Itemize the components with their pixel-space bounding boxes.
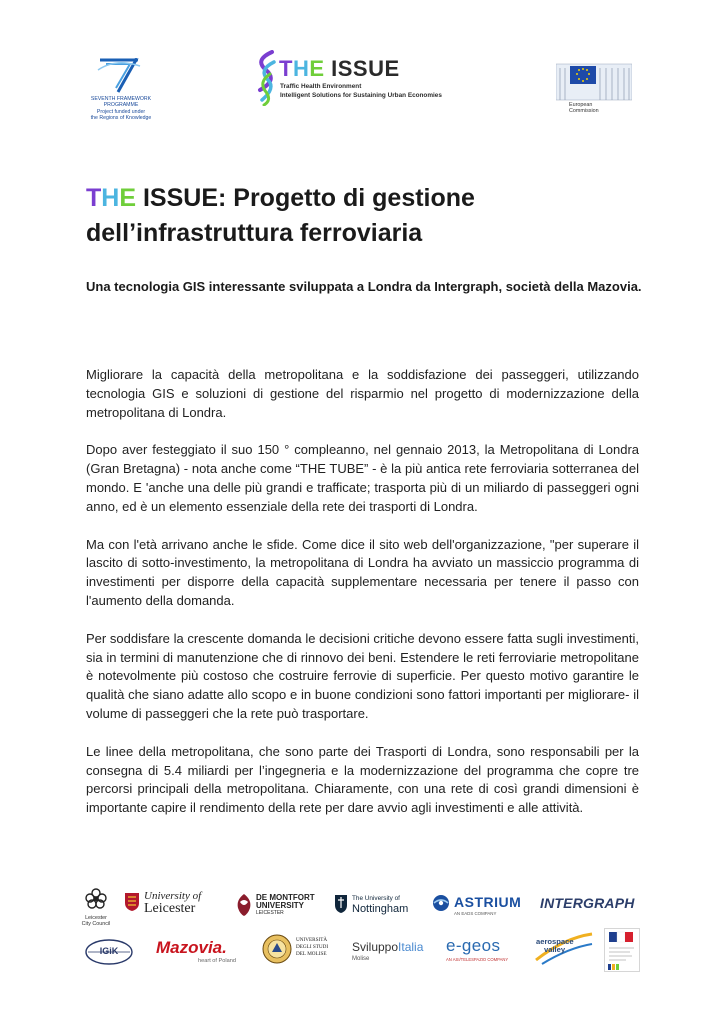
universita-molise-logo bbox=[262, 934, 342, 968]
aerospace-line-2: valley bbox=[544, 945, 566, 954]
sviluppo-sub: Molise bbox=[352, 956, 370, 962]
european-commission-icon bbox=[556, 60, 632, 104]
molise-seal-icon bbox=[262, 934, 292, 964]
igik-name: IGiK bbox=[99, 946, 119, 956]
uni-leicester-line-1: University of bbox=[144, 890, 202, 902]
issue-swirl-icon bbox=[252, 50, 278, 106]
leicester-city-line-1: Leicester bbox=[85, 915, 107, 921]
issue-logo-t: T bbox=[279, 56, 293, 81]
e-geos-logo bbox=[446, 936, 526, 968]
astrium-icon bbox=[432, 894, 450, 912]
astrium-tag: AN EADS COMPANY bbox=[454, 911, 497, 916]
issue-logo-e: E bbox=[309, 56, 325, 81]
issue-logo-name bbox=[279, 56, 400, 82]
paragraph-1: Migliorare la capacità della metropolitana e la soddisfazione dei passeggeri, utilizzando tecnologia GIS e soluzioni di gestione del risparmio nel progetto di modernizzazione della metropolitana di Londra. bbox=[86, 367, 639, 420]
issue-tagline-1: Traffic Health Environment bbox=[280, 83, 362, 90]
fp7-line-4: the Regions of Knowledge bbox=[90, 115, 152, 122]
leicester-city-logo bbox=[76, 886, 116, 926]
de-montfort-logo bbox=[234, 892, 314, 922]
mazovia-tag: heart of Poland bbox=[198, 958, 236, 964]
leicester-city-line-2: City Council bbox=[81, 921, 111, 928]
sviluppo-name-b: Italia bbox=[398, 940, 424, 954]
fp7-line-2: PROGRAMME bbox=[103, 102, 139, 109]
de-montfort-icon bbox=[234, 892, 254, 918]
aerospace-valley-logo bbox=[534, 932, 594, 966]
article-body bbox=[86, 366, 639, 837]
partner-logos bbox=[0, 880, 725, 990]
mazovia-logo bbox=[156, 938, 246, 972]
the-issue-logo bbox=[252, 50, 452, 110]
fp7-line-1: SEVENTH FRAMEWORK bbox=[90, 96, 152, 102]
de-montfort-line-2: UNIVERSITY bbox=[256, 901, 305, 910]
sviluppo-name-a: Sviluppo bbox=[352, 940, 399, 954]
subtitle: Una tecnologia GIS interessante sviluppata a Londra da Intergraph, società della Mazovia. bbox=[86, 279, 642, 294]
university-of-leicester-logo bbox=[124, 890, 224, 918]
de-montfort-line-1: DE MONTFORT bbox=[256, 893, 315, 902]
paragraph-2: Dopo aver festeggiato il suo 150 ° compleanno, nel gennaio 2013, la Metropolitana di Londra (Gran Bretagna) - nota anche come “THE TUBE” - è la più antica rete ferroviaria sotterranea del mondo. E 'anche una delle più grandi e trafficate; trasporta più di un miliardo di passeggeri ogni anno, ed è un elemento essenziale della rete dei trasporti di Londra. bbox=[86, 442, 639, 514]
leicester-city-icon bbox=[76, 886, 116, 910]
egeos-tag: AN ASI/TELESPAZIO COMPANY bbox=[446, 957, 509, 962]
title-h: H bbox=[101, 184, 120, 212]
leicester-crest-icon bbox=[124, 892, 140, 912]
de-montfort-line-3: LEICESTER bbox=[256, 910, 284, 916]
fp7-seven-icon bbox=[96, 54, 144, 94]
french-republic-icon bbox=[604, 928, 640, 972]
title-e: E bbox=[119, 184, 137, 212]
ec-line-2: Commission bbox=[569, 108, 599, 115]
title-line-1-rest: ISSUE: Progetto di gestione bbox=[136, 184, 475, 212]
header-logos bbox=[0, 40, 725, 130]
page-title bbox=[86, 181, 646, 251]
nottingham-line-2: Nottingham bbox=[352, 903, 409, 915]
mazovia-name: Mazovia. bbox=[156, 938, 227, 957]
sviluppo-italia-logo bbox=[352, 940, 442, 968]
uni-leicester-line-2: Leicester bbox=[144, 901, 196, 916]
paragraph-3: Ma con l'età arrivano anche le sfide. Come dice il sito web dell'organizzazione, "per superare il lascito di sotto-investimento, la metropolitana di Londra ha avviato un massiccio programma di investimenti per disporre della capacità supplementare necessaria per tenere il passo con l'aumento della domanda. bbox=[86, 536, 639, 608]
molise-line-3: DEL MOLISE bbox=[296, 951, 327, 957]
fp7-line-3: Project funded under bbox=[96, 108, 146, 115]
ec-line-1: European bbox=[569, 102, 593, 108]
university-of-nottingham-logo bbox=[334, 894, 424, 920]
nottingham-crest-icon bbox=[334, 894, 348, 914]
astrium-logo bbox=[432, 894, 532, 920]
aerospace-line-1: aerospace bbox=[536, 937, 574, 946]
molise-line-1: UNIVERSITÀ bbox=[296, 937, 328, 943]
issue-tagline-2: Intelligent Solutions for Sustaining Urban Economies bbox=[280, 92, 442, 99]
fp7-logo bbox=[86, 54, 152, 132]
nottingham-line-1: The University of bbox=[352, 895, 400, 902]
title-t: T bbox=[86, 184, 102, 212]
paragraph-4: Per soddisfare la crescente domanda le decisioni critiche devono essere fatta sugli investimenti, sia in termini di manutenzione che di rinnovo dei beni. Estendere le reti ferroviarie metropolitane è notevolmente più costoso che costruire ferrovie di superficie. Per questo motivo garantire le qualità che siano adatte allo scopo e in buone condizioni sono fattori importanti per migliorare- il volume di passeggeri che la rete può trasportare. bbox=[86, 630, 639, 721]
astrium-name: ASTRIUM bbox=[454, 894, 522, 910]
intergraph-name: INTERGRAPH bbox=[540, 895, 635, 911]
issue-logo-rest: ISSUE bbox=[324, 56, 400, 81]
paragraph-5: Le linee della metropolitana, che sono parte dei Trasporti di Londra, sono responsabili per la consegna di 5.4 miliardi per l’ingegneria e la modernizzazione del programma che copre tre percorsi principali della metropolitana. Chiaramente, con una rete di così grandi dimensioni è importante capire il rendimento della rete per dare avvio agli investimenti e alle attività. bbox=[86, 743, 639, 816]
prefet-logo bbox=[604, 928, 640, 972]
title-line-2: dell’infrastruttura ferroviaria bbox=[86, 219, 423, 247]
igik-logo bbox=[84, 938, 134, 966]
intergraph-logo bbox=[540, 895, 650, 917]
european-commission-logo bbox=[556, 60, 632, 122]
egeos-name: e-geos bbox=[446, 936, 501, 955]
issue-logo-h: H bbox=[292, 56, 310, 81]
molise-line-2: DEGLI STUDI bbox=[296, 944, 329, 950]
